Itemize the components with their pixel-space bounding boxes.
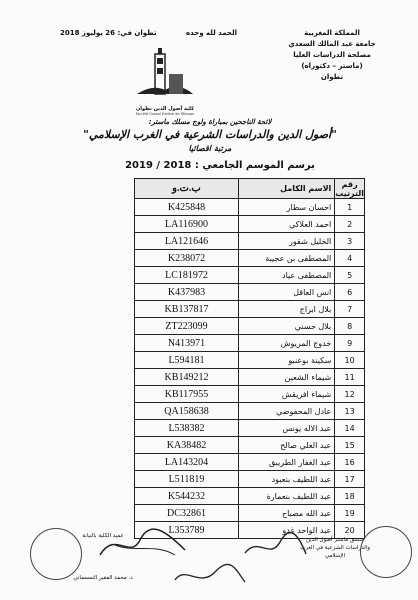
minaret-logo-icon — [135, 48, 195, 100]
date-text: تطوان في: 26 يوليوز 2018 — [60, 29, 157, 37]
rank-cell: 11 — [335, 369, 365, 386]
header-rank: رقم الترتيب — [335, 179, 364, 198]
name-cell: عبد العلي صالح — [239, 437, 335, 454]
cin-cell: ZT223099 — [135, 318, 239, 335]
dean-title: عميد الكلية بالنيابة — [82, 533, 124, 539]
cin-cell: L511819 — [135, 471, 239, 488]
cin-cell: KB137817 — [135, 301, 239, 318]
name-cell: بلال ابراج — [239, 301, 335, 318]
header-cin: ب.ت.و — [135, 179, 239, 199]
faculty-stamp-right — [360, 526, 412, 578]
table-row — [135, 233, 365, 250]
table-row — [135, 454, 365, 471]
service-line: مصلحة الدراسات العليا — [293, 51, 371, 59]
name-cell: عبد اللطيف بنعمارة — [239, 488, 335, 505]
rank-cell: 5 — [335, 267, 365, 284]
cin-cell: KB149212 — [135, 369, 239, 386]
rank-cell: 4 — [335, 250, 365, 267]
table-row — [135, 301, 365, 318]
table-row — [135, 318, 365, 335]
name-cell: عادل المحفوضي — [239, 403, 335, 420]
name-cell: شيماء الشعين — [239, 369, 335, 386]
cin-cell: K437983 — [135, 284, 239, 301]
hamd-text: الحمد لله وحده — [186, 29, 237, 37]
cin-cell: KA38482 — [135, 437, 239, 454]
name-cell: بلال حسني — [239, 318, 335, 335]
rank-cell: 8 — [335, 318, 365, 335]
name-cell: خدوج المريوش — [239, 335, 335, 352]
coordinator-title: منسق ماستر أصول الدين والدراسات الشرعية في الغرب الإسلامي — [300, 537, 370, 559]
cin-cell: L594181 — [135, 352, 239, 369]
table-header-row — [135, 179, 365, 199]
city-line: تطوان — [320, 73, 344, 81]
name-cell: عبد الاله يونس — [239, 420, 335, 437]
name-cell: عبد الغفار الطريبق — [239, 454, 335, 471]
table-row — [135, 216, 365, 233]
cin-cell: LA116900 — [135, 216, 239, 233]
cin-cell: DC32861 — [135, 505, 239, 522]
rank-cell: 20 — [335, 522, 365, 539]
cin-cell: K425848 — [135, 199, 239, 216]
rank-cell: 19 — [335, 505, 365, 522]
table-row — [135, 420, 365, 437]
name-cell: الخليل شقور — [239, 233, 335, 250]
table-row — [135, 352, 365, 369]
rank-cell: 7 — [335, 301, 365, 318]
cin-cell: KB117955 — [135, 386, 239, 403]
list-type: مرتبة اقصائيا — [188, 144, 232, 153]
cin-cell: LA143204 — [135, 454, 239, 471]
name-cell: المصطفى بن عجيبة — [239, 250, 335, 267]
rank-cell: 17 — [335, 471, 365, 488]
cin-cell: LA121646 — [135, 233, 239, 250]
dean-signature-icon — [95, 525, 195, 565]
results-table — [134, 178, 365, 539]
name-cell: عبد الواحد غدو — [239, 522, 335, 539]
cin-cell: N413971 — [135, 335, 239, 352]
rank-cell: 14 — [335, 420, 365, 437]
name-cell: المصطفى عياد — [239, 267, 335, 284]
institution-header — [272, 28, 392, 83]
rank-cell: 18 — [335, 488, 365, 505]
cin-cell: K544232 — [135, 488, 239, 505]
second-signature-icon — [170, 560, 250, 590]
rank-cell: 6 — [335, 284, 365, 301]
rank-cell: 3 — [335, 233, 365, 250]
cin-cell: LC181972 — [135, 267, 239, 284]
cin-cell: QA158638 — [135, 403, 239, 420]
logo-caption: كلية أصول الدين تطوان — [136, 106, 194, 112]
cin-cell: L538382 — [135, 420, 239, 437]
table-row — [135, 471, 365, 488]
degree-line: (ماستر – دكتوراه) — [301, 62, 363, 70]
cin-cell: K238072 — [135, 250, 239, 267]
header-name: الاسم الكامل — [239, 179, 335, 199]
name-cell: سكينة بوعنبو — [239, 352, 335, 369]
intro-line: لائحة الناجحين بمباراة ولوج مسلك ماستر: — [148, 118, 272, 126]
table-row — [135, 403, 365, 420]
rank-cell: 2 — [335, 216, 365, 233]
name-cell: احسان سطار — [239, 199, 335, 216]
rank-cell: 12 — [335, 386, 365, 403]
logo-subcaption: Faculté Ossoul Eddine de Tétouan — [135, 112, 195, 116]
table-row — [135, 488, 365, 505]
table-row — [135, 250, 365, 267]
university-line: جامعة عبد المالك السعدي — [288, 40, 376, 48]
table-row — [135, 505, 365, 522]
table-row — [135, 369, 365, 386]
kingdom-line: المملكة المغربية — [304, 29, 360, 37]
rank-cell: 15 — [335, 437, 365, 454]
academic-year: برسم الموسم الجامعي : 2018 / 2019 — [125, 160, 315, 171]
rank-cell: 16 — [335, 454, 365, 471]
rank-cell: 1 — [335, 199, 365, 216]
cin-cell: L353789 — [135, 522, 239, 539]
table-row — [135, 199, 365, 216]
document-titles — [60, 118, 360, 153]
name-cell: عبد الله مصباح — [239, 505, 335, 522]
table-row — [135, 335, 365, 352]
table-row — [135, 284, 365, 301]
table-row — [135, 267, 365, 284]
name-cell: شيماء افريقش — [239, 386, 335, 403]
dean-name: د. محمد الفقير التمسماني — [73, 575, 133, 581]
rank-cell: 13 — [335, 403, 365, 420]
faculty-logo — [120, 48, 210, 118]
name-cell: انس العاقل — [239, 284, 335, 301]
table-row — [135, 386, 365, 403]
rank-cell: 9 — [335, 335, 365, 352]
rank-cell: 10 — [335, 352, 365, 369]
name-cell: عبد اللطيف بنعبود — [239, 471, 335, 488]
program-title: "أصول الدين والدراسات الشرعية في الغرب الإسلامي" — [83, 128, 337, 141]
name-cell: احمد العلاكي — [239, 216, 335, 233]
table-row — [135, 437, 365, 454]
